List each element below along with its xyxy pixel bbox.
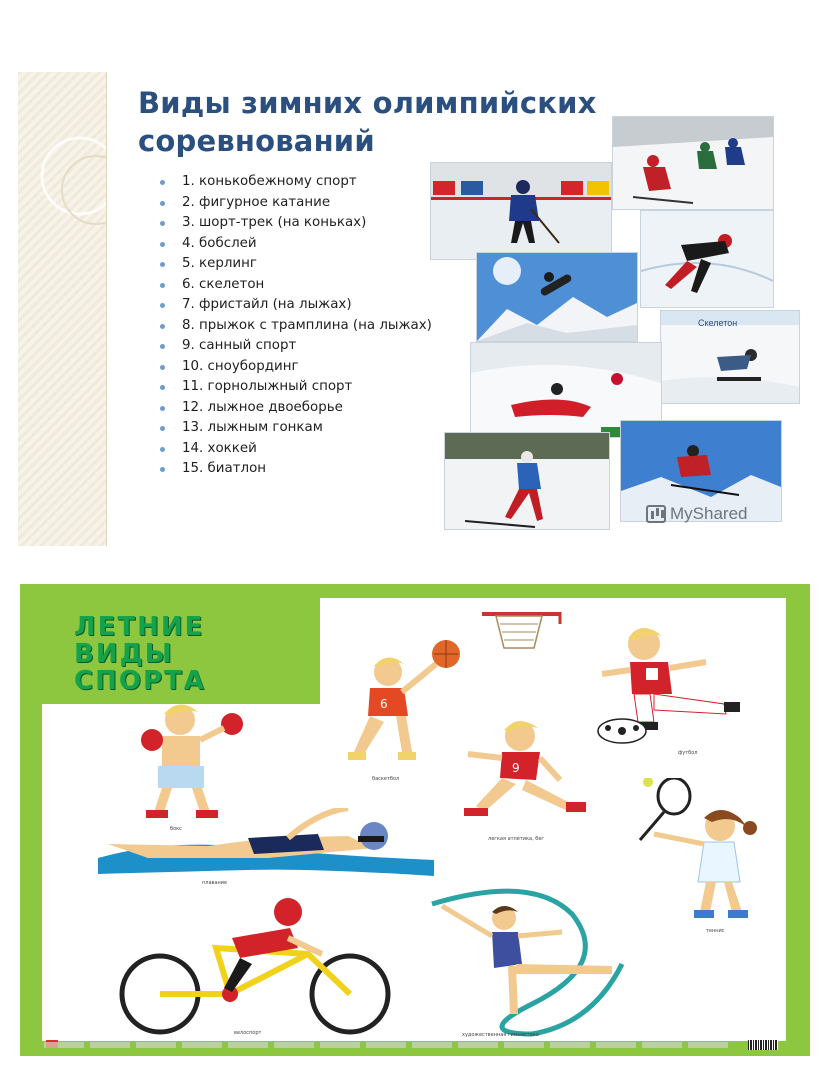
winter-sports-list: [160, 172, 432, 480]
list-item: 8. прыжок с трамплина (на лыжах): [160, 316, 432, 337]
footer-fine-print: [44, 1042, 734, 1048]
list-item: 11. горнолыжный спорт: [160, 377, 432, 398]
runner-figure: [436, 714, 606, 834]
basketball-hoop-icon: [478, 608, 564, 658]
bullet-icon: [160, 385, 165, 390]
bullet-icon: [160, 221, 165, 226]
slide-title: Виды зимних олимпийских соревнований: [138, 86, 597, 158]
bullet-icon: [160, 242, 165, 247]
bullet-icon: [160, 283, 165, 288]
skeleton-caption: Скелетон: [698, 318, 738, 328]
bullet-icon: [160, 447, 165, 452]
bullet-icon: [160, 406, 165, 411]
list-item: 13. лыжным гонкам: [160, 418, 432, 439]
barcode: [748, 1040, 778, 1050]
cyclist-figure: [112, 898, 402, 1038]
list-item: 9. санный спорт: [160, 336, 432, 357]
poster-title: ЛЕТНИЕ ВИДЫ СПОРТА: [74, 612, 206, 696]
list-item: 1. конькобежному спорт: [160, 172, 432, 193]
bullet-icon: [160, 262, 165, 267]
athletics-label: легкая атлетика, бег: [488, 836, 545, 842]
swimming-label: плавание: [202, 880, 228, 886]
football-label: футбол: [678, 750, 698, 756]
gymnastics-label: художественная гимнастика: [462, 1032, 539, 1038]
list-item: 7. фристайл (на лыжах): [160, 295, 432, 316]
watermark-text: MyShared: [670, 504, 748, 523]
bullet-icon: [160, 344, 165, 349]
biathlon-photo: [444, 432, 610, 530]
bullet-icon: [160, 467, 165, 472]
poster-canvas: [42, 598, 786, 1041]
decorative-strip: [18, 72, 107, 546]
list-item: 10. сноубординг: [160, 357, 432, 378]
list-item: 15. биатлон: [160, 459, 432, 480]
svg-text:6: 6: [380, 697, 388, 711]
cycling-label: велоспорт: [234, 1030, 262, 1036]
watermark: [646, 504, 747, 524]
list-item: 12. лыжное двоеборье: [160, 398, 432, 419]
presentation-icon: [646, 505, 666, 523]
bullet-icon: [160, 324, 165, 329]
speed-skating-photo: [640, 210, 774, 308]
svg-text:9: 9: [512, 761, 520, 775]
swimmer-figure: [88, 808, 438, 882]
bullet-icon: [160, 180, 165, 185]
bullet-icon: [160, 201, 165, 206]
bullet-icon: [160, 426, 165, 431]
list-item: 14. хоккей: [160, 439, 432, 460]
list-item: 6. скелетон: [160, 275, 432, 296]
snowboard-photo: [476, 252, 638, 342]
bullet-icon: [160, 365, 165, 370]
boxer-figure: [120, 694, 260, 824]
gymnast-figure: [412, 884, 652, 1044]
list-item: 4. бобслей: [160, 234, 432, 255]
hockey-photo: [430, 162, 612, 260]
list-item: 2. фигурное катание: [160, 193, 432, 214]
bullet-icon: [160, 303, 165, 308]
alpine-skiing-photo: [612, 116, 774, 210]
list-item: 5. керлинг: [160, 254, 432, 275]
basketball-label: баскетбол: [372, 776, 400, 782]
boxing-label: бокс: [170, 826, 182, 832]
list-item: 3. шорт-трек (на коньках): [160, 213, 432, 234]
title-block: [42, 598, 320, 704]
tennis-label: теннис: [706, 928, 725, 934]
summer-sports-poster: [20, 584, 810, 1056]
